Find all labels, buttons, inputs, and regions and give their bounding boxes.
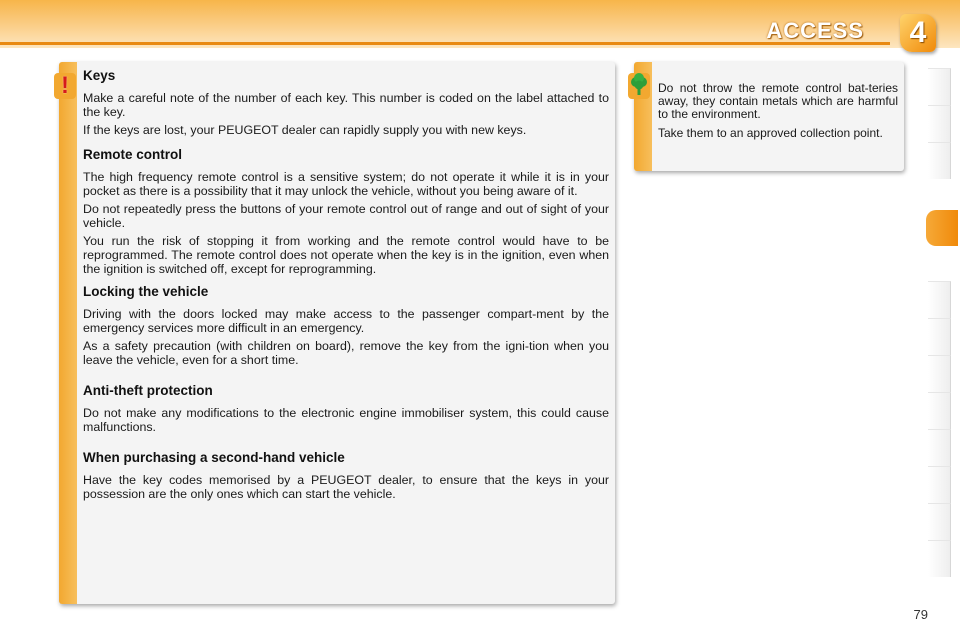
section-title: When purchasing a second-hand vehicle: [83, 450, 345, 465]
chapter-tab[interactable]: [928, 503, 951, 540]
paragraph: If the keys are lost, your PEUGEOT dealer can rapidly supply you with new keys.: [83, 123, 527, 137]
exclamation-icon: !: [54, 73, 76, 99]
chapter-tab[interactable]: [928, 142, 951, 179]
section-title: Keys: [83, 68, 116, 83]
section-title: Anti-theft protection: [83, 383, 213, 398]
main-content: [83, 68, 609, 507]
paragraph: You run the risk of stopping it from working and the remote control would have to be reprogrammed. The remote control does not operate when the key is in the ignition, even when the ignition is switched off, except for reprogramming.: [83, 234, 609, 276]
section-second-hand: [83, 450, 609, 501]
page-number: 79: [913, 607, 928, 622]
chapter-tab[interactable]: [928, 355, 951, 392]
chapter-tab[interactable]: [928, 68, 951, 105]
side-content: [658, 82, 898, 146]
paragraph: Driving with the doors locked may make access to the passenger compart-ment by the emergency services more difficult in an emergency.: [83, 307, 609, 335]
paragraph: Take them to an approved collection point.: [658, 126, 883, 140]
paragraph: Do not throw the remote control bat-teries away, they contain metals which are harmful to the environment.: [658, 81, 898, 121]
chapter-tab-active[interactable]: [926, 210, 958, 246]
paragraph: Make a careful note of the number of each key. This number is coded on the label attached to the key.: [83, 91, 609, 119]
chapter-tab[interactable]: [928, 318, 951, 355]
section-locking-vehicle: [83, 284, 609, 367]
section-keys: [83, 68, 609, 137]
environment-note-panel: [634, 62, 904, 171]
tree-icon-graphic: [628, 73, 650, 99]
section-anti-theft: [83, 383, 609, 434]
chapter-tab[interactable]: [928, 281, 951, 318]
main-info-panel: [59, 62, 615, 604]
panel-accent-stripe: [59, 62, 77, 604]
section-remote-control: [83, 147, 609, 276]
paragraph: Have the key codes memorised by a PEUGEOT dealer, to ensure that the keys in your possession are the only ones which can start the vehicle.: [83, 473, 609, 501]
section-title: Remote control: [83, 147, 183, 162]
chapter-tab[interactable]: [928, 540, 951, 577]
chapter-number: 4: [909, 16, 927, 49]
section-title: Locking the vehicle: [83, 284, 209, 299]
chapter-tabs: [928, 68, 960, 573]
header-rule: [0, 42, 890, 45]
chapter-title: ACCESS: [766, 18, 864, 43]
paragraph: The high frequency remote control is a sensitive system; do not operate it while it is in your pocket as there is a possibility that it may unlock the vehicle, without you being aware of it.: [83, 170, 609, 198]
chapter-tab[interactable]: [928, 466, 951, 503]
chapter-tab[interactable]: [928, 429, 951, 466]
chapter-tab[interactable]: [928, 392, 951, 429]
chapter-badge: [900, 14, 936, 52]
paragraph: Do not make any modifications to the electronic engine immobiliser system, this could cause malfunctions.: [83, 406, 609, 434]
paragraph: As a safety precaution (with children on board), remove the key from the igni-tion when you leave the vehicle, even for a short time.: [83, 339, 609, 367]
header-banner: [0, 0, 960, 48]
paragraph: Do not repeatedly press the buttons of your remote control out of range and out of sight of your vehicle.: [83, 202, 609, 230]
tree-icon: [628, 73, 650, 99]
chapter-tab[interactable]: [928, 105, 951, 142]
